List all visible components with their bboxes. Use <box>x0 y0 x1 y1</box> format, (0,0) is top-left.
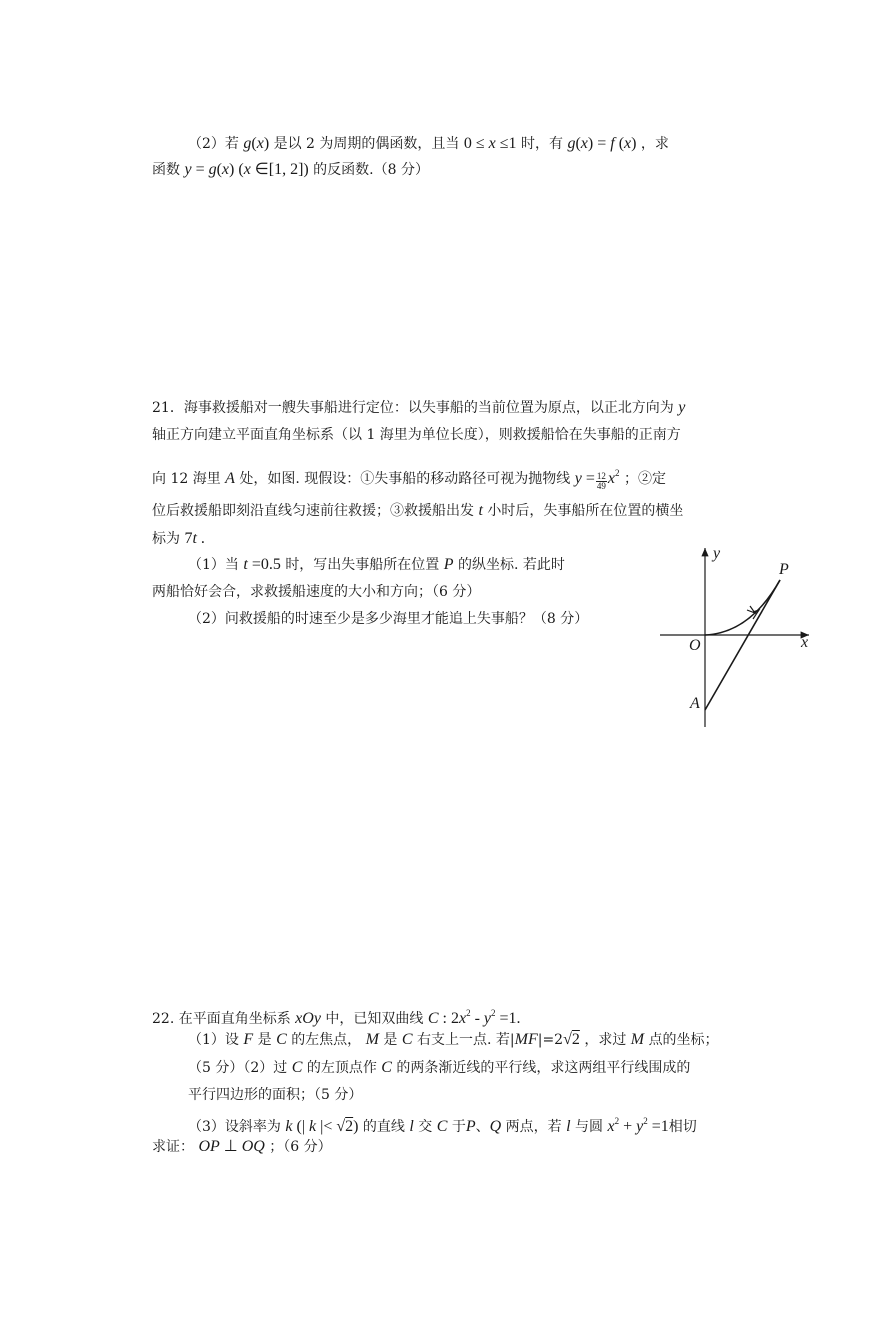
formula-y-gx: y = g(x) (x ∈[1, 2]) <box>184 161 309 178</box>
formula-range: 0 ≤ x ≤1 <box>463 135 517 152</box>
p22-q2-line-2: 平行四边形的面积；（5 分） <box>188 1087 363 1103</box>
formula-circle: $x^2 + y^2 =1$ <box>607 1116 669 1135</box>
p21-line-4: 位后救援船即刻沿直线匀速前往救援；③救援船出发 t 小时后，失事船所在位置的横坐 <box>152 502 684 519</box>
label-x: x <box>801 634 809 651</box>
p22-q3-line-1: （3）设斜率为 k (| k |< √2) 的直线 l 交 C 于P、Q 两点，若 l 与圆 $x^2 + y^2 =1$相切 <box>188 1116 697 1135</box>
formula-xOy: xOy <box>295 1010 321 1027</box>
p21-line-1: 21．海事救援船对一艘失事船进行定位：以失事船的当前位置为原点，以正北方向为 y <box>152 399 686 416</box>
p22-line-1: 22. 在平面直角坐标系 xOy 中，已知双曲线 C : $2x^2 - y^2 =1$. <box>152 1008 521 1027</box>
formula-k-range: k (| k |< √2) <box>285 1118 359 1135</box>
label-y: y <box>713 545 721 562</box>
p22-q1-line: （1）设 F 是 C 的左焦点， M 是 C 右支上一点. 若|MF|=2√2 ，求过 M 点的坐标； <box>188 1031 719 1048</box>
coordinate-figure <box>655 540 815 735</box>
p21-line-5: 标为 7t . <box>152 530 205 547</box>
path-arrowhead-curve <box>747 606 755 613</box>
p22-q3-line-2: 求证： OP ⊥ OQ ；（6 分） <box>152 1138 332 1155</box>
p21-q1-line-2: 两船恰好会合，求救援船速度的大小和方向；（6 分） <box>152 584 481 600</box>
formula-sqrt2: √2 <box>563 1031 580 1048</box>
p21-q2-line: （2）问救援船的时速至少是多少海里才能追上失事船？（8 分） <box>188 611 589 627</box>
p21-q1-line-1: （1）当 t =0.5 时，写出失事船所在位置 P 的纵坐标. 若此时 <box>188 556 565 573</box>
label-P: P <box>779 561 789 578</box>
formula-perp: OP ⊥ OQ <box>198 1138 265 1155</box>
label-O: O <box>689 637 701 654</box>
point-P-ref: P <box>443 556 454 573</box>
point-A-ref: A <box>225 470 235 487</box>
formula-equal: g(x) = f (x) <box>567 135 637 152</box>
label-A: A <box>690 695 700 712</box>
p20-line-2: 函数 y = g(x) (x ∈[1, 2]) 的反函数.（8 分） <box>152 161 429 178</box>
formula-parabola: y = $\frac{12}{49}$ $x^2$ <box>574 468 620 491</box>
rescue-path-line <box>705 580 780 710</box>
formula-hyperbola: C : $2x^2 - y^2 =1$. <box>427 1008 521 1027</box>
p21-line-3: 向 12 海里 A 处，如图. 现假设：①失事船的移动路径可视为抛物线 y = $\frac{12}{49}$ $x^2$ ；②定 <box>152 468 666 491</box>
fraction-12-49: $\frac{12}{49}$ <box>596 471 606 491</box>
p21-line-2: 轴正方向建立平面直角坐标系（以 1 海里为单位长度），则救援船恰在失事船的正南方 <box>152 427 681 443</box>
formula-7t: 7t . <box>184 530 205 547</box>
formula-t-half: t =0.5 <box>243 556 281 573</box>
p22-q2-line-1: （5 分）（2）过 C 的左顶点作 C 的两条渐近线的平行线，求这两组平行线围成的 <box>188 1059 691 1076</box>
p20-line-1: （2）若 g(x) 是以 2 为周期的偶函数，且当 0 ≤ x ≤1 时，有 g(x) = f (x) ，求 <box>188 135 669 152</box>
formula-gx: g(x) <box>243 135 270 152</box>
parabola-path <box>705 580 780 635</box>
var-t: t <box>478 502 483 519</box>
